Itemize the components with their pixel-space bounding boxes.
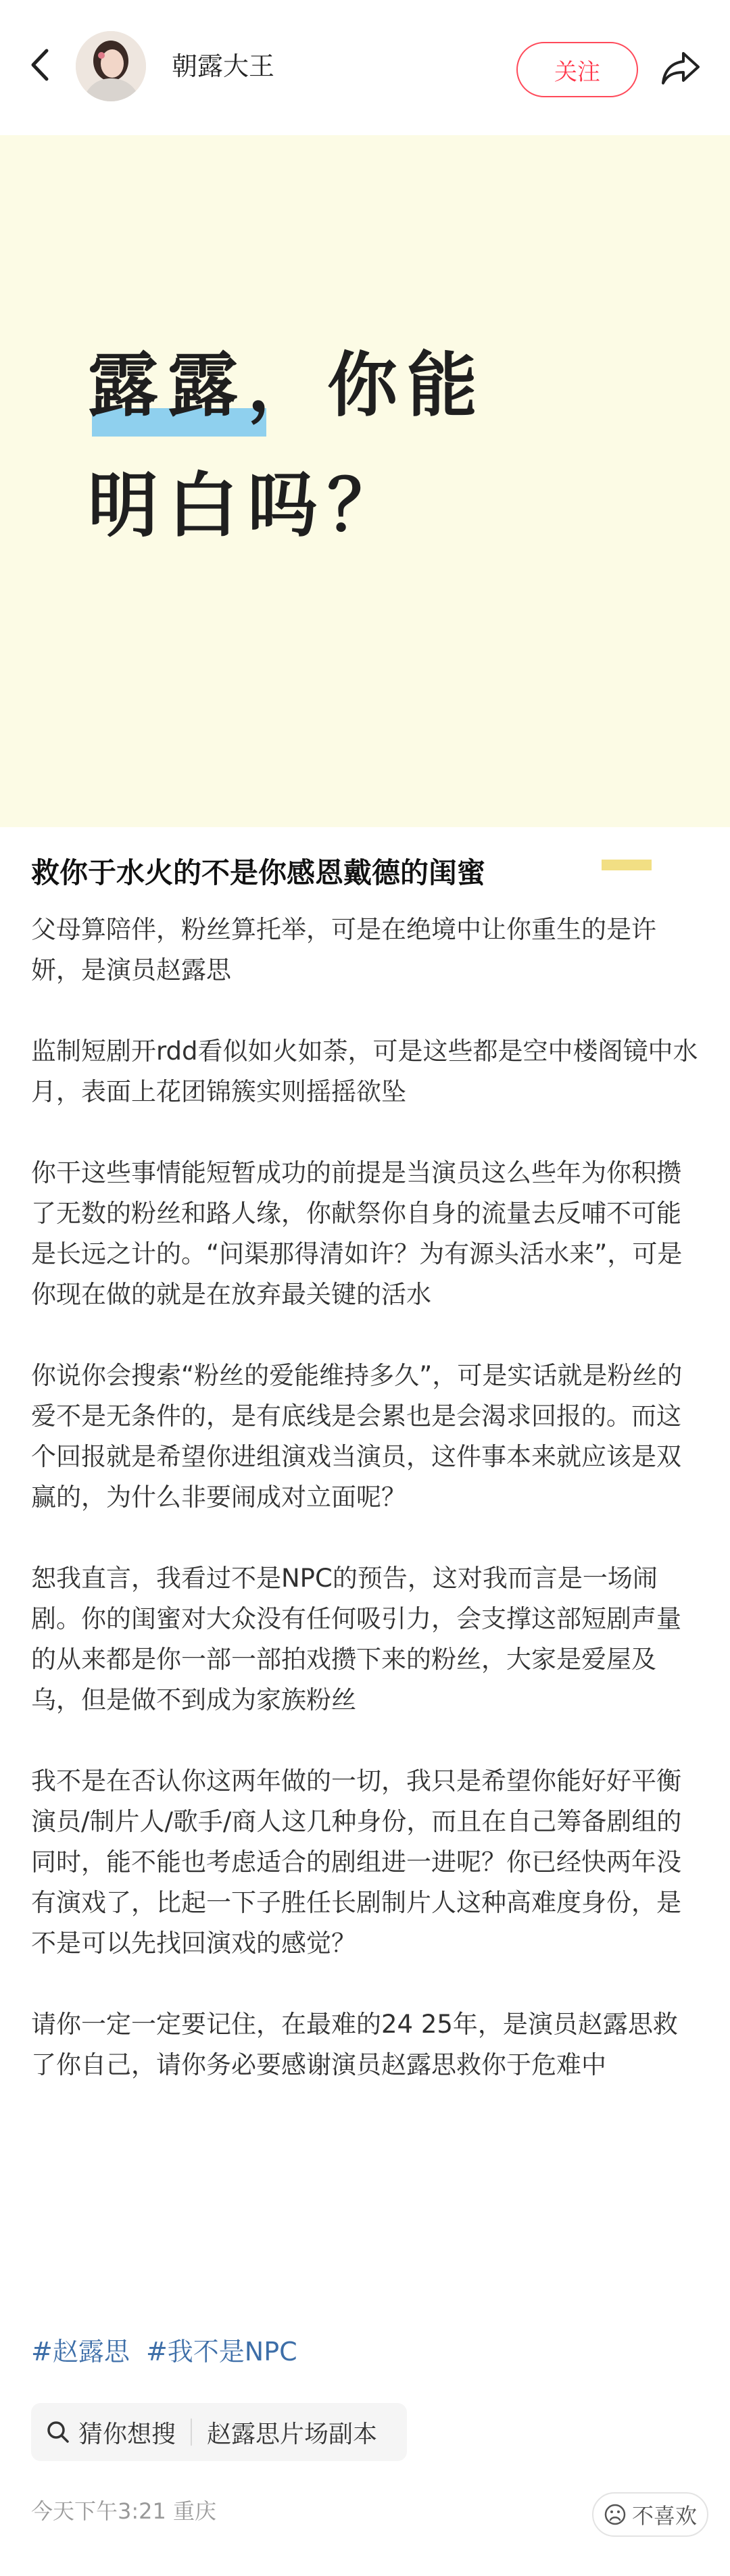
hashtag-link[interactable]: #我不是NPC bbox=[145, 2337, 297, 2367]
share-icon bbox=[660, 49, 701, 86]
post-paragraph: 请你一定一定要记住，在最难的24 25年，是演员赵露思救了你自己，请你务必要感谢演员赵露思救你于危难中 bbox=[31, 2010, 678, 2079]
post-paragraph: 监制短剧开rdd看似如火如荼，可是这些都是空中楼阁镜中水月，表面上花团锦簇实则摇摇欲坠 bbox=[31, 1037, 698, 1106]
follow-button[interactable]: 关注 bbox=[516, 42, 638, 97]
post-paragraph: 你说你会搜索“粉丝的爱能维持多久”，可是实话就是粉丝的爱不是无条件的，是有底线是会累也是会渴求回报的。而这个回报就是希望你进组演戏当演员，这件事本来就应该是双赢的，为什么非要闹成对立面呢？ bbox=[31, 1361, 683, 1512]
sad-face-icon bbox=[604, 2503, 627, 2526]
share-button[interactable] bbox=[658, 47, 703, 88]
search-suggestion-query[interactable]: 赵露思片场副本 bbox=[207, 2420, 378, 2448]
dislike-button[interactable] bbox=[592, 2492, 708, 2537]
back-button[interactable] bbox=[23, 49, 55, 81]
hashtag-link[interactable]: #赵露思 bbox=[31, 2337, 130, 2367]
post-title: 救你于水火的不是你感恩戴德的闺蜜 bbox=[31, 856, 486, 889]
post-paragraph: 父母算陪伴，粉丝算托举，可是在绝境中让你重生的是许妍，是演员赵露思 bbox=[31, 915, 656, 985]
divider bbox=[191, 2419, 192, 2446]
hashtag-list bbox=[31, 2331, 306, 2372]
author-name[interactable]: 朝露大王 bbox=[172, 51, 275, 81]
search-suggestion-label: 猜你想搜 bbox=[78, 2420, 176, 2448]
dislike-label: 不喜欢 bbox=[631, 2503, 697, 2529]
avatar[interactable] bbox=[76, 31, 146, 101]
cover-title-line-2: 明白吗？ bbox=[88, 464, 408, 547]
post-content bbox=[31, 853, 700, 2126]
post-paragraph: 我不是在否认你这两年做的一切，我只是希望你能好好平衡演员/制片人/歌手/商人这几种身份，而且在自己筹备剧组的同时，能不能也考虑适合的剧组进一进呢？你已经快两年没有演戏了，比起一下子胜任长剧制片人这种高难度身份，是不是可以先找回演戏的感觉？ bbox=[31, 1766, 682, 1958]
cover-image bbox=[0, 135, 730, 827]
cover-title-line-1: 露露，你能 bbox=[88, 344, 487, 426]
search-suggestion[interactable] bbox=[31, 2403, 407, 2461]
top-bar bbox=[0, 0, 730, 135]
post-time-location: 今天下午3:21 重庆 bbox=[31, 2498, 217, 2524]
post-paragraph: 恕我直言，我看过不是NPC的预告，这对我而言是一场闹剧。你的闺蜜对大众没有任何吸引力，会支撑这部短剧声量的从来都是你一部一部拍戏攒下来的粉丝，大家是爱屋及乌，但是做不到成为家族粉丝 bbox=[31, 1564, 681, 1714]
chevron-left-icon bbox=[28, 48, 51, 82]
search-icon bbox=[46, 2420, 70, 2444]
post-paragraph: 你干这些事情能短暂成功的前提是当演员这么些年为你积攒了无数的粉丝和路人缘，你献祭你自身的流量去反哺不可能是长远之计的。“问渠那得清如许？为有源头活水来”，可是你现在做的就是在放弃最关键的活水 bbox=[31, 1158, 683, 1309]
